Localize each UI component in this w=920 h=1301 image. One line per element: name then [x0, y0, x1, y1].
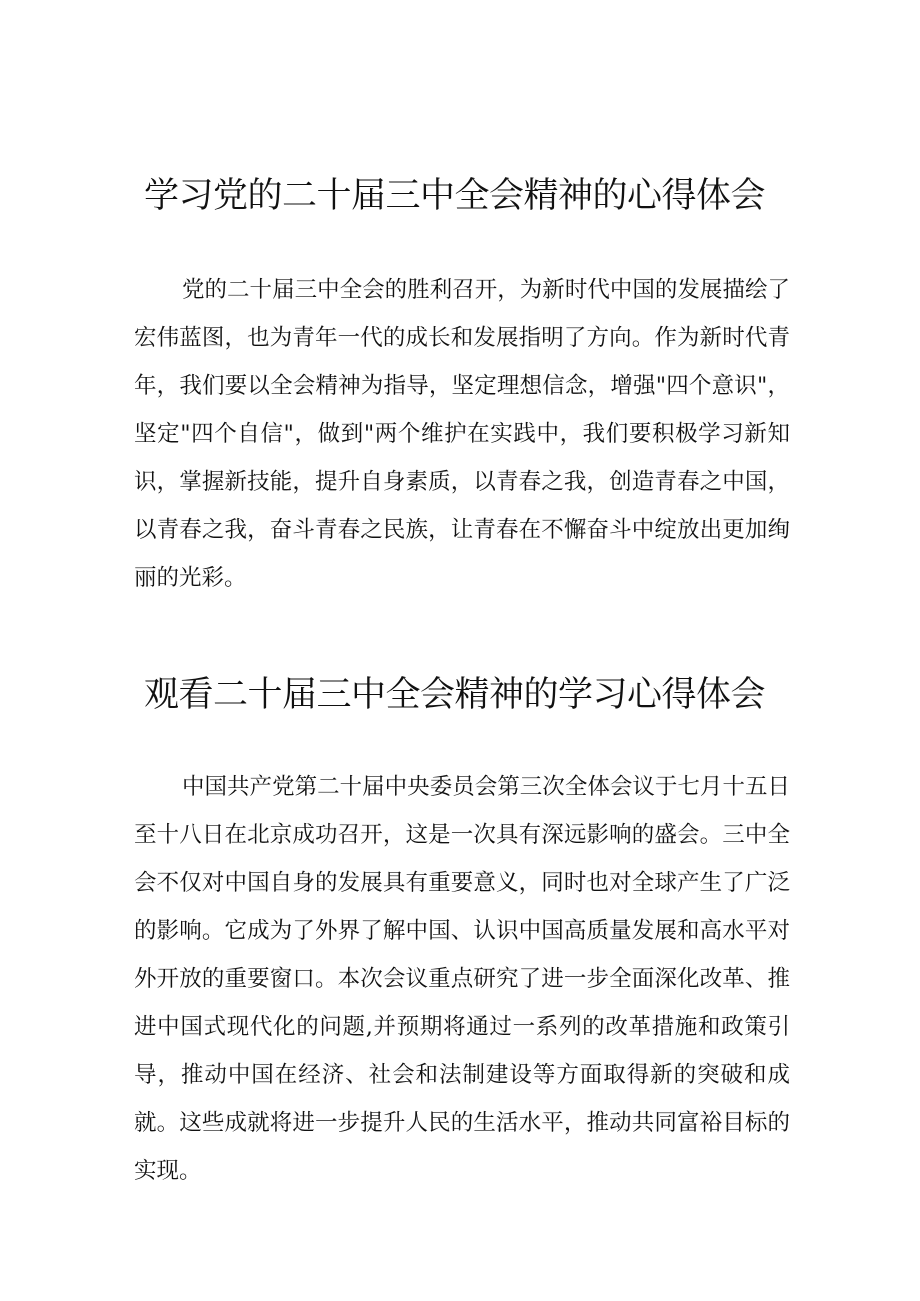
section-1-title: 学习党的二十届三中全会精神的心得体会	[144, 176, 766, 216]
section-1-body: 党的二十届三中全会的胜利召开，为新时代中国的发展描绘了宏伟蓝图，也为青年一代的成长和发展指明了方向。作为新时代青年，我们要以全会精神为指导，坚定理想信念，增强"四个意识"，坚定"四个自信"，做到"两个维护在实践中，我们要积极学习新知识，掌握新技能，提升自身素质，以青春之我，创造青春之中国，以青春之我，奋斗青春之民族，让青春在不懈奋斗中绽放出更加绚丽的光彩。	[134, 277, 790, 591]
section-2-title: 观看二十届三中全会精神的学习心得体会	[144, 675, 766, 715]
section-2-body: 中国共产党第二十届中央委员会第三次全体会议于七月十五日至十八日在北京成功召开，这是一次具有深远影响的盛会。三中全会不仅对中国自身的发展具有重要意义，同时也对全球产生了广泛的影响。它成为了外界了解中国、认识中国高质量发展和高水平对外开放的重要窗口。本次会议重点研究了进一步全面深化改革、推进中国式现代化的问题,并预期将通过一系列的改革措施和政策引导，推动中国在经济、社会和法制建设等方面取得新的突破和成就。这些成就将进一步提升人民的生活水平，推动共同富裕目标的实现。	[134, 774, 790, 1184]
